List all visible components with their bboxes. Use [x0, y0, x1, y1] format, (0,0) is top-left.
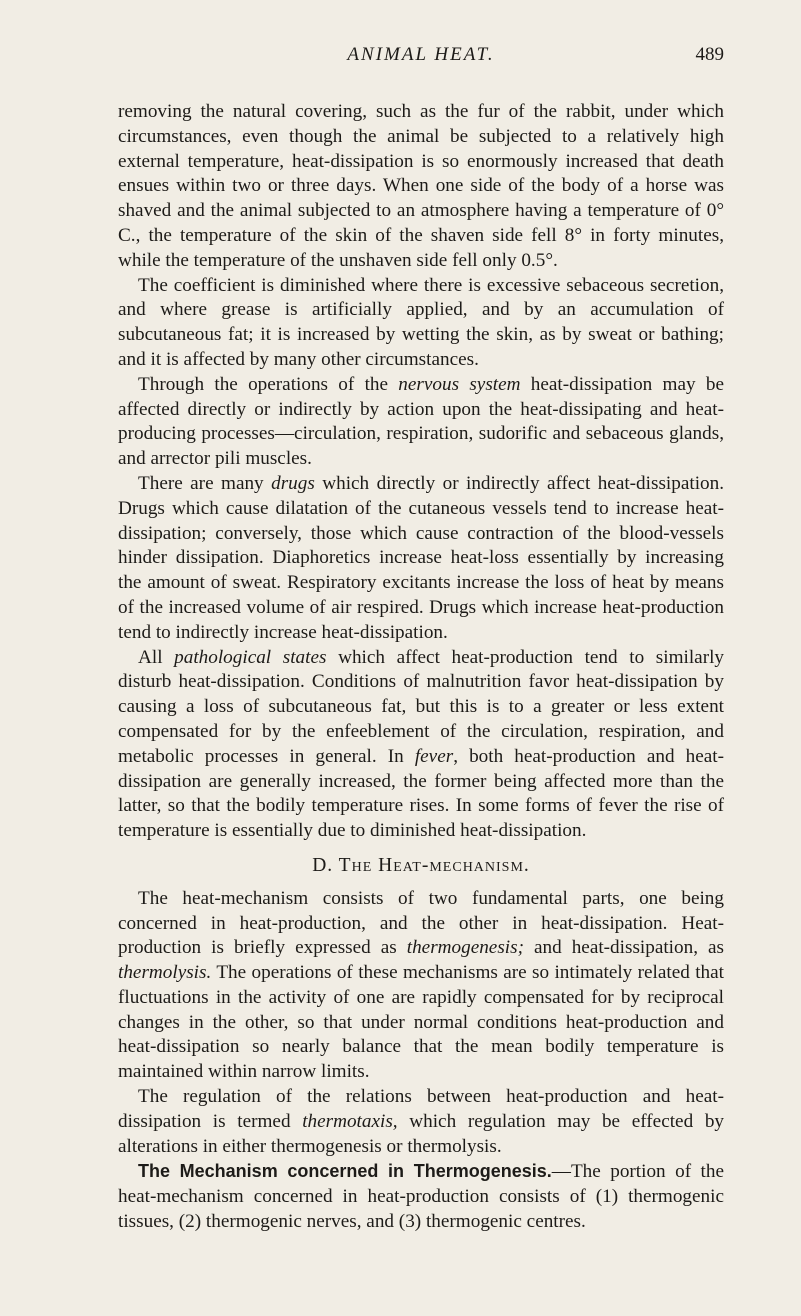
italic-term: fever — [414, 745, 454, 767]
text-run: , both heat-production and heat-dissipation are generally increased, the former being affected more than the latter, so that the bodily temperature rises. In some forms of fever the rise of temperature is essentially due to diminished heat-dissipation. — [118, 745, 725, 842]
paragraph-thermotaxis — [118, 1085, 724, 1159]
text-run: which regulation may be effected by alterations in either thermogenesis or thermolysis. — [118, 1110, 725, 1157]
text-run: heat-dissipation may be affected directly or indirectly by action upon the heat-dissipating and heat-producing processes—circulation, respiration, sudorific and sebaceous glands, and arrector pili muscles. — [118, 373, 724, 470]
text-run: There are many — [138, 472, 272, 494]
text-run: and heat-dissipation, as — [523, 937, 724, 959]
italic-term: thermolysis. — [118, 962, 212, 984]
page-number: 489 — [695, 44, 724, 65]
text-run: —The portion of the heat-mechanism concerned in heat-production consists of (1) thermogenic tissues, (2) thermogenic nerves, and (3) thermogenic centres. — [118, 1161, 724, 1233]
italic-term: drugs — [271, 472, 315, 494]
bold-subheading: The Mechanism concerned in Thermogenesis. — [138, 1161, 552, 1182]
text-run: Through the operations of the — [138, 373, 399, 395]
text-run: which directly or indirectly affect heat-dissipation. Drugs which cause dilatation of the cutaneous vessels tend to increase heat-dissipation; conversely, those which cause contraction of the blood-vessels hinder dissipation. Diaphoretics increase heat-loss essentially by increasing the amount of sweat. Respiratory excitants increase the loss of heat by means of the increased volume of air respired. Drugs which increase heat-production tend to indirectly increase heat-dissipation. — [118, 472, 725, 643]
page-body — [118, 100, 724, 1235]
paragraph-thermogenesis-mechanism — [118, 1159, 724, 1234]
running-head — [118, 44, 724, 74]
paragraph-continuation: removing the natural covering, such as the fur of the rabbit, under which circumstances, even though the animal be subjected to a relatively high external temperature, heat-dissipation is so enormously increased that death ensues within two or three days. When one side of the body of a horse was shaved and the animal subjected to an atmosphere having a temperature of 0° C., the temperature of the skin of the shaven side fell 8° in forty minutes, while the temperature of the unshaven side fell only 0.5°. — [118, 101, 724, 271]
running-title: ANIMAL HEAT. — [347, 44, 495, 65]
paragraph-pathological-states — [118, 646, 724, 844]
italic-term: pathological states — [174, 646, 327, 668]
paragraph-nervous-system — [118, 373, 724, 472]
text-run: which affect heat-production tend to similarly disturb heat-dissipation. Conditions of malnutrition favor heat-dissipation by causing a loss of subcutaneous fat, but this is to a greater or less extent compensated for by the enfeeblement of the circulation, respiration, and metabolic processes in general. In — [118, 646, 725, 767]
text-run: The heat-mechanism consists of two fundamental parts, one being concerned in heat-production, and the other in heat-dissipation. Heat-production is briefly expressed as — [118, 887, 724, 959]
paragraph-drugs — [118, 472, 724, 646]
paragraph-coefficient: The coefficient is diminished where there is excessive sebaceous secretion, and where grease is artificially applied, and by an accumulation of subcutaneous fat; it is increased by wetting the skin, as by sweat or bathing; and it is affected by many other circumstances. — [118, 274, 724, 370]
section-heading — [118, 854, 724, 879]
section-heading-text: D. The Heat-mechanism. — [312, 854, 530, 876]
italic-term: thermotaxis, — [302, 1110, 398, 1132]
text-run: All — [138, 646, 175, 668]
paragraph-heat-mechanism — [118, 887, 724, 1085]
text-run: The regulation of the relations between heat-production and heat-dissipation is termed — [118, 1086, 724, 1132]
italic-term: nervous system — [398, 373, 521, 395]
text-run: The operations of these mechanisms are so intimately related that fluctuations in the activity of one are rapidly compensated for by reciprocal changes in the other, so that under normal conditions heat-production and heat-dissipation so nearly balance that the mean bodily temperature is maintained within narrow limits. — [118, 962, 724, 1083]
italic-term: thermogenesis; — [406, 937, 524, 959]
